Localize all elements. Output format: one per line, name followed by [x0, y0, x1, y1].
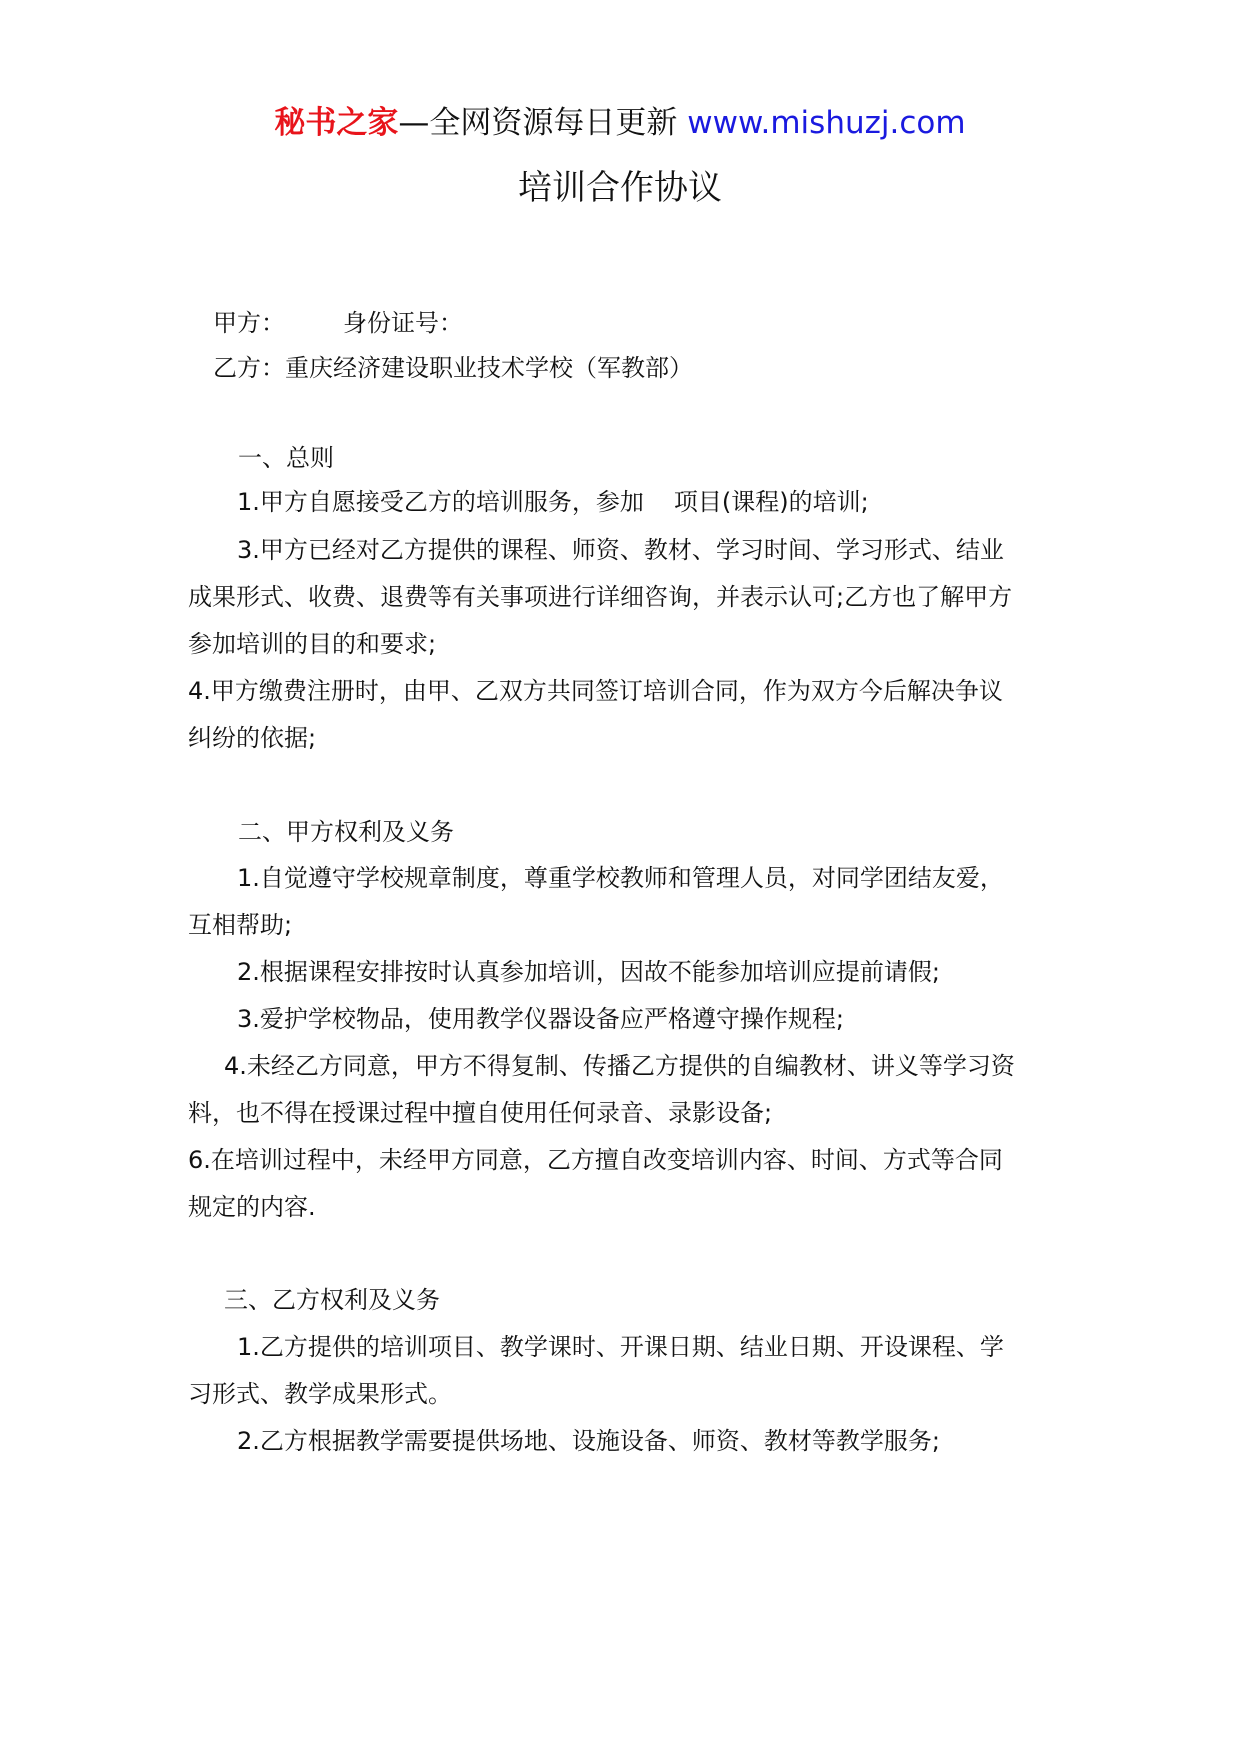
section-3-heading: 三、乙方权利及义务: [224, 1286, 440, 1314]
site-header: [0, 100, 1240, 146]
section-3-item-2: 2.乙方根据教学需要提供场地、设施设备、师资、教材等教学服务;: [237, 1427, 940, 1455]
section-1-item-1-before: 1.甲方自愿接受乙方的培训服务，参加: [237, 488, 644, 516]
section-1-item-4-cont: 纠纷的依据;: [188, 724, 317, 752]
document-title: 培训合作协议: [518, 168, 722, 208]
section-1-item-1-after: 项目(课程)的培训;: [673, 488, 869, 516]
section-2-item-1: 1.自觉遵守学校规章制度，尊重学校教师和管理人员，对同学团结友爱，: [237, 864, 1004, 892]
section-1-item-3-cont: 成果形式、收费、退费等有关事项进行详细咨询，并表示认可;乙方也了解甲方: [188, 583, 1013, 611]
section-2-item-4-cont: 料，也不得在授课过程中擅自使用任何录音、录影设备;: [188, 1099, 773, 1127]
section-2-item-3: 3.爱护学校物品，使用教学仪器设备应严格遵守操作规程;: [237, 1005, 844, 1033]
section-3-item-1: 1.乙方提供的培训项目、教学课时、开课日期、结业日期、开设课程、学: [237, 1333, 1004, 1361]
section-3-item-1-cont: 习形式、教学成果形式。: [188, 1380, 452, 1408]
id-number-label: 身份证号：: [343, 309, 463, 337]
party-a-line: [213, 306, 463, 340]
header-tagline: —全网资源每日更新: [398, 105, 678, 141]
party-a-label: 甲方：: [213, 309, 285, 337]
section-2-item-1-cont: 互相帮助;: [188, 911, 293, 939]
section-2-item-4: 4.未经乙方同意，甲方不得复制、传播乙方提供的自编教材、讲义等学习资: [224, 1052, 1015, 1080]
section-1-item-3-cont: 参加培训的目的和要求;: [188, 630, 437, 658]
brand-name: 秘书之家: [274, 105, 399, 141]
section-1-item-1: [237, 485, 869, 519]
section-2-item-2: 2.根据课程安排按时认真参加培训，因故不能参加培训应提前请假;: [237, 958, 940, 986]
section-1-item-3: 3.甲方已经对乙方提供的课程、师资、教材、学习时间、学习形式、结业: [237, 536, 1004, 564]
party-b-line: 乙方：重庆经济建设职业技术学校（军教部）: [213, 354, 693, 382]
section-1-heading: 一、总则: [238, 444, 334, 472]
section-2-item-6-cont: 规定的内容.: [188, 1193, 316, 1221]
site-url[interactable]: www.mishuzj.com: [687, 105, 966, 141]
section-1-item-4: 4.甲方缴费注册时，由甲、乙双方共同签订培训合同，作为双方今后解决争议: [188, 677, 1003, 705]
section-2-heading: 二、甲方权利及义务: [238, 818, 454, 846]
section-2-item-6: 6.在培训过程中，未经甲方同意，乙方擅自改变培训内容、时间、方式等合同: [188, 1146, 1003, 1174]
